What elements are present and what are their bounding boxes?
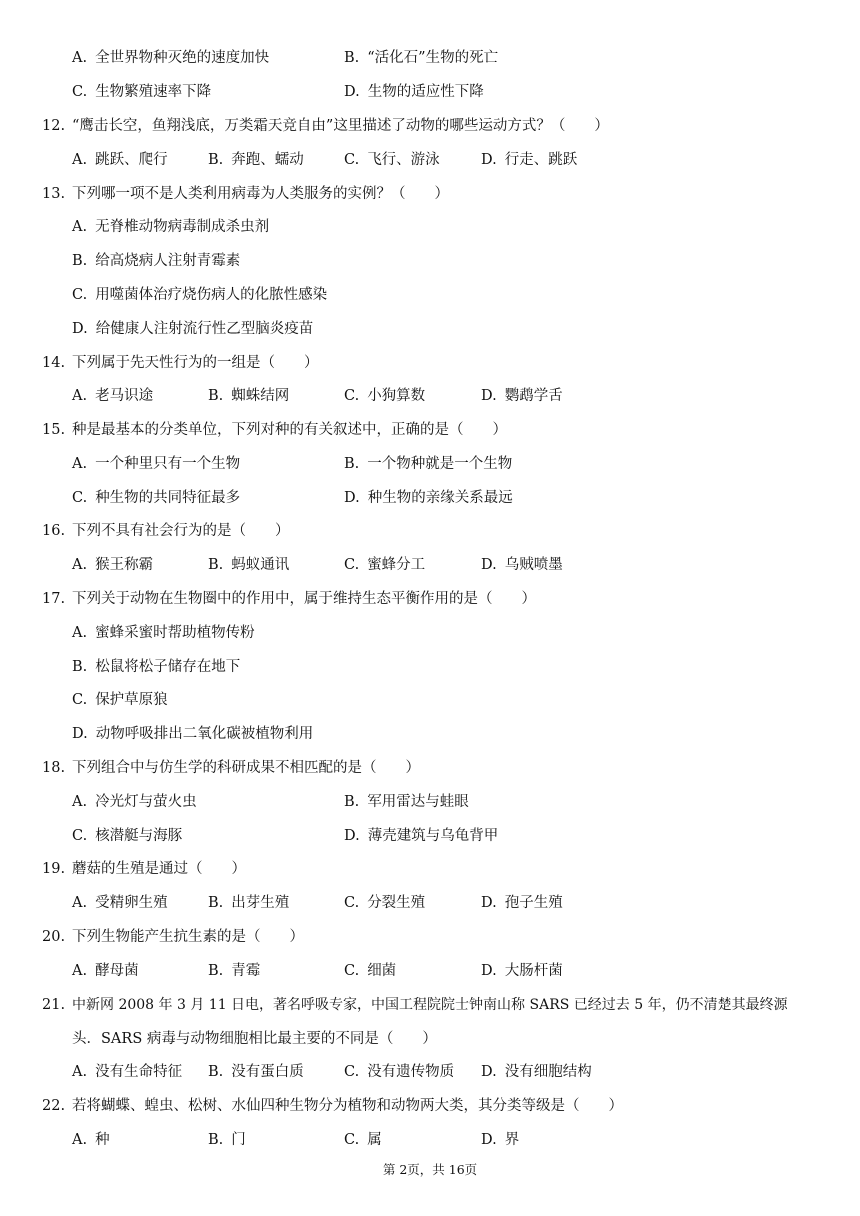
option-text: 乌贼喷墨 bbox=[504, 557, 563, 573]
option-text: 分裂生殖 bbox=[367, 895, 426, 911]
option-text: 种生物的亲缘关系最远 bbox=[367, 490, 513, 506]
q15-options-row1 bbox=[0, 453, 860, 475]
option-key: D. bbox=[72, 321, 88, 337]
option-a bbox=[72, 216, 269, 238]
option-c bbox=[72, 825, 182, 847]
q11-options-row1 bbox=[0, 47, 860, 69]
option-key: B. bbox=[208, 1132, 224, 1148]
q15-options-row2 bbox=[0, 487, 860, 509]
question-text: 下列组合中与仿生学的科研成果不相匹配的是（ ） bbox=[72, 760, 420, 776]
option-text: 奔跑、蠕动 bbox=[231, 152, 304, 168]
q22-options bbox=[0, 1129, 860, 1151]
option-b bbox=[208, 1061, 304, 1083]
option-key: C. bbox=[344, 895, 360, 911]
option-text: 蚂蚁通讯 bbox=[231, 557, 290, 573]
option-text: 蜜蜂采蜜时帮助植物传粉 bbox=[95, 625, 255, 641]
option-text: 没有细胞结构 bbox=[504, 1064, 592, 1080]
q11-options-row2 bbox=[0, 81, 860, 103]
option-text: 青霉 bbox=[231, 963, 261, 979]
option-d bbox=[481, 149, 577, 171]
option-key: A. bbox=[72, 557, 88, 573]
option-d bbox=[481, 554, 563, 576]
option-key: D. bbox=[344, 828, 360, 844]
option-key: C. bbox=[344, 963, 360, 979]
question-17 bbox=[0, 588, 860, 610]
question-text: 下列哪一项不是人类利用病毒为人类服务的实例？（ ） bbox=[72, 186, 449, 202]
question-13 bbox=[0, 183, 860, 205]
option-b bbox=[208, 149, 304, 171]
option-key: C. bbox=[344, 1132, 360, 1148]
option-key: C. bbox=[72, 84, 88, 100]
option-key: A. bbox=[72, 1132, 88, 1148]
option-b bbox=[344, 791, 469, 813]
option-a bbox=[72, 622, 255, 644]
option-key: B. bbox=[72, 253, 88, 269]
option-key: C. bbox=[72, 692, 88, 708]
option-a bbox=[72, 385, 153, 407]
question-number: 13. bbox=[42, 186, 66, 202]
q13-option-a-row bbox=[0, 216, 860, 238]
option-text: “活化石”生物的死亡 bbox=[367, 50, 499, 66]
option-key: B. bbox=[344, 456, 360, 472]
option-b bbox=[72, 656, 240, 678]
option-key: A. bbox=[72, 152, 88, 168]
option-key: C. bbox=[72, 828, 88, 844]
page-footer: 第 2页，共 16页 bbox=[382, 1162, 478, 1177]
q12-options bbox=[0, 149, 860, 171]
option-text: 一个种里只有一个生物 bbox=[95, 456, 241, 472]
question-number: 22. bbox=[42, 1098, 66, 1114]
option-a bbox=[72, 1061, 182, 1083]
q19-options bbox=[0, 892, 860, 914]
q13-option-d-row bbox=[0, 318, 860, 340]
option-text: 保护草原狼 bbox=[95, 692, 168, 708]
q17-option-a-row bbox=[0, 622, 860, 644]
option-key: A. bbox=[72, 1064, 88, 1080]
option-text: 军用雷达与蛙眼 bbox=[367, 794, 469, 810]
option-key: A. bbox=[72, 388, 88, 404]
option-key: A. bbox=[72, 895, 88, 911]
option-d bbox=[72, 723, 313, 745]
option-text: 孢子生殖 bbox=[504, 895, 563, 911]
option-text: 动物呼吸排出二氧化碳被植物利用 bbox=[95, 726, 314, 742]
question-number: 21. bbox=[42, 997, 66, 1013]
question-text: 头．SARS 病毒与动物细胞相比最主要的不同是（ ） bbox=[72, 1031, 437, 1047]
option-text: 界 bbox=[504, 1132, 520, 1148]
option-key: D. bbox=[481, 963, 497, 979]
option-d bbox=[481, 892, 563, 914]
option-a bbox=[72, 892, 168, 914]
option-text: 属 bbox=[367, 1132, 382, 1148]
q13-option-c-row bbox=[0, 284, 860, 306]
q18-options-row2 bbox=[0, 825, 860, 847]
option-c bbox=[344, 1061, 454, 1083]
option-text: 跳跃、爬行 bbox=[95, 152, 168, 168]
option-a bbox=[72, 1129, 110, 1151]
option-text: 用噬菌体治疗烧伤病人的化脓性感染 bbox=[95, 287, 328, 303]
q21-options bbox=[0, 1061, 860, 1083]
option-c bbox=[72, 284, 327, 306]
option-key: B. bbox=[344, 50, 360, 66]
question-20 bbox=[0, 926, 860, 948]
option-key: C. bbox=[344, 388, 360, 404]
option-text: 门 bbox=[231, 1132, 246, 1148]
option-text: 核潜艇与海豚 bbox=[95, 828, 183, 844]
option-text: 大肠杆菌 bbox=[504, 963, 563, 979]
option-d bbox=[481, 385, 563, 407]
option-text: 松鼠将松子储存在地下 bbox=[95, 659, 241, 675]
option-c bbox=[72, 689, 168, 711]
option-key: D. bbox=[481, 557, 497, 573]
question-text: 下列属于先天性行为的一组是（ ） bbox=[72, 355, 319, 371]
option-b bbox=[208, 892, 289, 914]
option-c bbox=[344, 554, 425, 576]
option-text: 老马识途 bbox=[95, 388, 154, 404]
option-key: B. bbox=[208, 388, 224, 404]
option-key: A. bbox=[72, 625, 88, 641]
option-key: A. bbox=[72, 456, 88, 472]
option-d bbox=[344, 81, 484, 103]
option-d bbox=[344, 825, 498, 847]
option-key: B. bbox=[208, 557, 224, 573]
question-15 bbox=[0, 419, 860, 441]
option-a bbox=[72, 791, 197, 813]
option-a bbox=[72, 47, 269, 69]
question-text: 若将蝴蝶、蝗虫、松树、水仙四种生物分为植物和动物两大类，其分类等级是（ ） bbox=[72, 1098, 623, 1114]
option-text: 猴王称霸 bbox=[95, 557, 154, 573]
q17-option-d-row bbox=[0, 723, 860, 745]
option-text: 受精卵生殖 bbox=[95, 895, 168, 911]
option-d bbox=[72, 318, 313, 340]
option-key: D. bbox=[481, 1064, 497, 1080]
option-b bbox=[72, 250, 240, 272]
option-text: 给高烧病人注射青霉素 bbox=[95, 253, 241, 269]
question-16 bbox=[0, 520, 860, 542]
question-21-continued bbox=[0, 1028, 860, 1050]
option-b bbox=[208, 960, 260, 982]
option-key: D. bbox=[481, 1132, 497, 1148]
option-text: 一个物种就是一个生物 bbox=[367, 456, 513, 472]
question-14 bbox=[0, 352, 860, 374]
question-number: 16. bbox=[42, 523, 66, 539]
option-d bbox=[481, 1129, 519, 1151]
q13-option-b-row bbox=[0, 250, 860, 272]
option-b bbox=[208, 385, 289, 407]
option-c bbox=[344, 1129, 382, 1151]
option-text: 薄壳建筑与乌龟背甲 bbox=[367, 828, 499, 844]
question-number: 12. bbox=[42, 118, 66, 134]
option-key: C. bbox=[344, 557, 360, 573]
option-a bbox=[72, 960, 139, 982]
option-key: B. bbox=[208, 152, 224, 168]
option-b bbox=[208, 1129, 246, 1151]
question-18 bbox=[0, 757, 860, 779]
option-c bbox=[72, 487, 240, 509]
question-number: 17. bbox=[42, 591, 66, 607]
option-d bbox=[481, 960, 563, 982]
option-key: D. bbox=[481, 152, 497, 168]
question-text: “鹰击长空，鱼翔浅底，万类霜天竞自由”这里描述了动物的哪些运动方式？（ ） bbox=[72, 118, 609, 134]
option-a bbox=[72, 149, 168, 171]
q16-options bbox=[0, 554, 860, 576]
option-text: 出芽生殖 bbox=[231, 895, 290, 911]
option-text: 全世界物种灭绝的速度加快 bbox=[95, 50, 270, 66]
option-text: 行走、跳跃 bbox=[504, 152, 578, 168]
option-text: 蜜蜂分工 bbox=[367, 557, 426, 573]
option-key: D. bbox=[481, 388, 497, 404]
option-c bbox=[344, 149, 440, 171]
option-key: D. bbox=[481, 895, 497, 911]
option-text: 生物繁殖速率下降 bbox=[95, 84, 212, 100]
option-key: C. bbox=[344, 152, 360, 168]
option-c bbox=[344, 892, 425, 914]
option-key: B. bbox=[208, 1064, 224, 1080]
option-key: D. bbox=[344, 490, 360, 506]
question-text: 中新网 2008 年 3 月 11 日电，著名呼吸专家，中国工程院院士钟南山称 SARS 已经过去 5 年，仍不清楚其最终源 bbox=[72, 997, 788, 1013]
option-text: 无脊椎动物病毒制成杀虫剂 bbox=[95, 219, 270, 235]
option-text: 鹦鹉学舌 bbox=[504, 388, 563, 404]
question-number: 19. bbox=[42, 861, 66, 877]
option-key: D. bbox=[344, 84, 360, 100]
option-b bbox=[344, 47, 498, 69]
option-key: C. bbox=[344, 1064, 360, 1080]
option-a bbox=[72, 554, 153, 576]
question-number: 20. bbox=[42, 929, 66, 945]
option-text: 蜘蛛结网 bbox=[231, 388, 290, 404]
option-key: B. bbox=[344, 794, 360, 810]
option-text: 生物的适应性下降 bbox=[367, 84, 484, 100]
option-key: B. bbox=[208, 895, 224, 911]
option-text: 小狗算数 bbox=[367, 388, 426, 404]
option-b bbox=[208, 554, 289, 576]
option-text: 种 bbox=[95, 1132, 110, 1148]
option-key: C. bbox=[72, 287, 88, 303]
option-d bbox=[481, 1061, 592, 1083]
option-text: 种生物的共同特征最多 bbox=[95, 490, 241, 506]
option-c bbox=[344, 385, 425, 407]
option-key: A. bbox=[72, 963, 88, 979]
question-21 bbox=[0, 994, 860, 1016]
question-text: 蘑菇的生殖是通过（ ） bbox=[72, 861, 246, 877]
option-text: 没有遗传物质 bbox=[367, 1064, 455, 1080]
q14-options bbox=[0, 385, 860, 407]
option-key: A. bbox=[72, 50, 88, 66]
option-text: 没有蛋白质 bbox=[231, 1064, 304, 1080]
question-text: 下列不具有社会行为的是（ ） bbox=[72, 523, 290, 539]
q18-options-row1 bbox=[0, 791, 860, 813]
option-key: B. bbox=[72, 659, 88, 675]
question-number: 14. bbox=[42, 355, 66, 371]
option-text: 飞行、游泳 bbox=[367, 152, 440, 168]
option-key: A. bbox=[72, 219, 88, 235]
option-key: D. bbox=[72, 726, 88, 742]
question-number: 18. bbox=[42, 760, 66, 776]
option-d bbox=[344, 487, 513, 509]
option-a bbox=[72, 453, 240, 475]
option-text: 酵母菌 bbox=[95, 963, 139, 979]
option-key: A. bbox=[72, 794, 88, 810]
option-b bbox=[344, 453, 512, 475]
question-text: 下列关于动物在生物圈中的作用中，属于维持生态平衡作用的是（ ） bbox=[72, 591, 536, 607]
option-c bbox=[344, 960, 396, 982]
q17-option-c-row bbox=[0, 689, 860, 711]
question-19 bbox=[0, 858, 860, 880]
question-22 bbox=[0, 1095, 860, 1117]
question-number: 15. bbox=[42, 422, 66, 438]
option-text: 细菌 bbox=[367, 963, 397, 979]
question-12 bbox=[0, 115, 860, 137]
option-text: 冷光灯与萤火虫 bbox=[95, 794, 197, 810]
question-text: 种是最基本的分类单位，下列对种的有关叙述中，正确的是（ ） bbox=[72, 422, 507, 438]
question-text: 下列生物能产生抗生素的是（ ） bbox=[72, 929, 304, 945]
option-text: 没有生命特征 bbox=[95, 1064, 183, 1080]
q20-options bbox=[0, 960, 860, 982]
q17-option-b-row bbox=[0, 656, 860, 678]
option-c bbox=[72, 81, 211, 103]
option-key: B. bbox=[208, 963, 224, 979]
option-text: 给健康人注射流行性乙型脑炎疫苗 bbox=[95, 321, 314, 337]
option-key: C. bbox=[72, 490, 88, 506]
